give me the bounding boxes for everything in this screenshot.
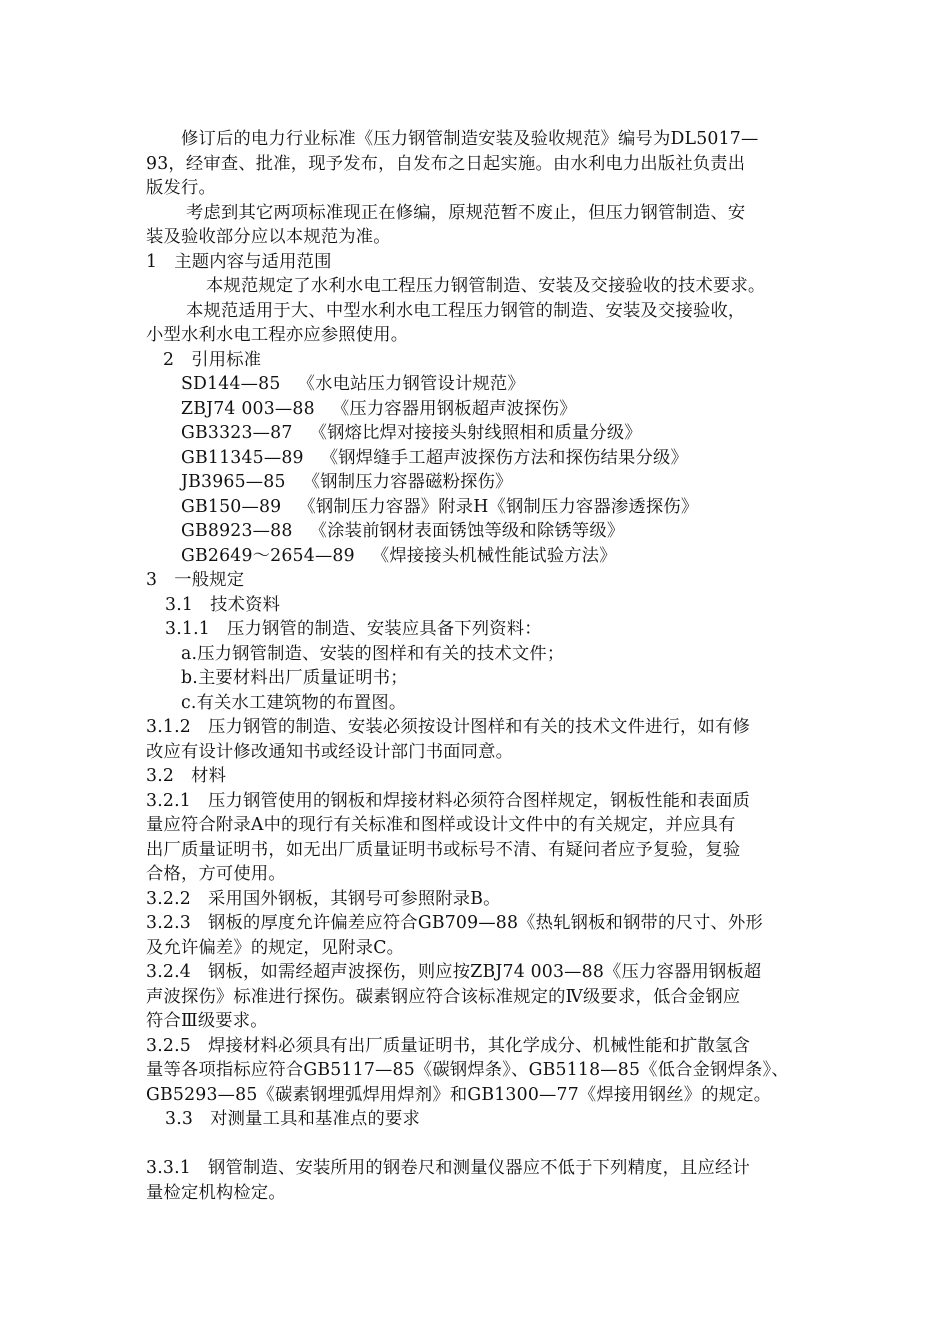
text-line: 3.2.2 采用国外钢板，其钢号可参照附录B。 [146, 888, 501, 909]
text-line: 本规范适用于大、中型水利水电工程压力钢管的制造、安装及交接验收， [186, 300, 746, 321]
text-line: 符合Ⅲ级要求。 [146, 1011, 268, 1031]
text-line: 3.2.1 压力钢管使用的钢板和焊接材料必须符合图样规定，钢板性能和表面质 [146, 790, 750, 811]
text-line: 3.3 对测量工具和基准点的要求 [165, 1109, 420, 1129]
text-line: 3.2 材料 [146, 766, 227, 786]
text-line: 3.1.1 压力钢管的制造、安装应具备下列资料： [165, 619, 542, 639]
text-line: 版发行。 [146, 178, 216, 198]
text-line: 1 主题内容与适用范围 [146, 251, 332, 272]
text-line: 装及验收部分应以本规范为准。 [146, 227, 391, 247]
text-line: a.压力钢管制造、安装的图样和有关的技术文件； [181, 643, 565, 664]
text-line: 3.2.5 焊接材料必须具有出厂质量证明书，其化学成分、机械性能和扩散氢含 [146, 1035, 750, 1056]
text-line: b.主要材料出厂质量证明书； [181, 668, 408, 688]
text-line: 2 引用标准 [163, 349, 262, 370]
text-line: GB3323—87 《钢熔比焊对接接头射线照相和质量分级》 [181, 423, 642, 443]
text-line: 3.2.4 钢板，如需经超声波探伤，则应按ZBJ74 003—88《压力容器用钢板超 [146, 962, 762, 982]
text-line: SD144—85 《水电站压力钢管设计规范》 [181, 374, 525, 394]
text-line: GB5293—85《碳素钢埋弧焊用焊剂》和GB1300—77《焊接用钢丝》的规定。 [146, 1084, 772, 1105]
text-line: c.有关水工建筑物的布置图。 [181, 692, 407, 713]
text-line: 修订后的电力行业标准《压力钢管制造安装及验收规范》编号为DL5017— [181, 129, 759, 149]
text-line: 及允许偏差》的规定，见附录C。 [146, 937, 405, 958]
text-line: 93，经审查、批准，现予发布，自发布之日起实施。由水利电力出版社负责出 [146, 153, 746, 174]
text-line: 合格，方可使用。 [146, 864, 286, 884]
text-line: 考虑到其它两项标准现正在修编，原规范暂不废止，但压力钢管制造、安 [186, 202, 746, 223]
text-line: 3.3.1 钢管制造、安装所用的钢卷尺和测量仪器应不低于下列精度，且应经计 [146, 1158, 750, 1178]
text-line: 出厂质量证明书，如无出厂质量证明书或标号不清、有疑问者应予复验，复验 [146, 839, 741, 860]
text-line: 3.2.3 钢板的厚度允许偏差应符合GB709—88《热轧钢板和钢带的尺寸、外形 [146, 913, 763, 933]
text-line: 量应符合附录A中的现行有关标准和图样或设计文件中的有关规定，并应具有 [146, 815, 736, 835]
text-line: GB11345—89 《钢焊缝手工超声波探伤方法和探伤结果分级》 [181, 447, 688, 468]
text-line: 改应有设计修改通知书或经设计部门书面同意。 [146, 741, 514, 762]
text-line: 量检定机构检定。 [146, 1182, 286, 1203]
text-line: 声波探伤》标准进行探伤。碳素钢应符合该标准规定的Ⅳ级要求，低合金钢应 [146, 986, 741, 1007]
text-line: 量等各项指标应符合GB5117—85《碳钢焊条》、GB5118—85《低合金钢焊条》、 [146, 1060, 789, 1080]
text-line: 本规范规定了水利水电工程压力钢管制造、安装及交接验收的技术要求。 [206, 276, 766, 296]
text-line: 3.1 技术资料 [165, 594, 281, 615]
text-line: GB2649～2654—89 《焊接接头机械性能试验方法》 [181, 545, 617, 566]
blank-line [146, 1132, 814, 1157]
document-body [146, 127, 814, 1205]
text-line: ZBJ74 003—88 《压力容器用钢板超声波探伤》 [181, 398, 577, 419]
text-line: GB150—89 《钢制压力容器》附录H《钢制压力容器渗透探伤》 [181, 496, 699, 517]
text-line: 小型水利水电工程亦应参照使用。 [146, 325, 409, 345]
text-line: 3.1.2 压力钢管的制造、安装必须按设计图样和有关的技术文件进行，如有修 [146, 717, 750, 737]
text-line: 3 一般规定 [146, 570, 245, 590]
text-line: GB8923—88 《涂装前钢材表面锈蚀等级和除锈等级》 [181, 521, 625, 541]
text-line: JB3965—85 《钢制压力容器磁粉探伤》 [181, 472, 513, 492]
